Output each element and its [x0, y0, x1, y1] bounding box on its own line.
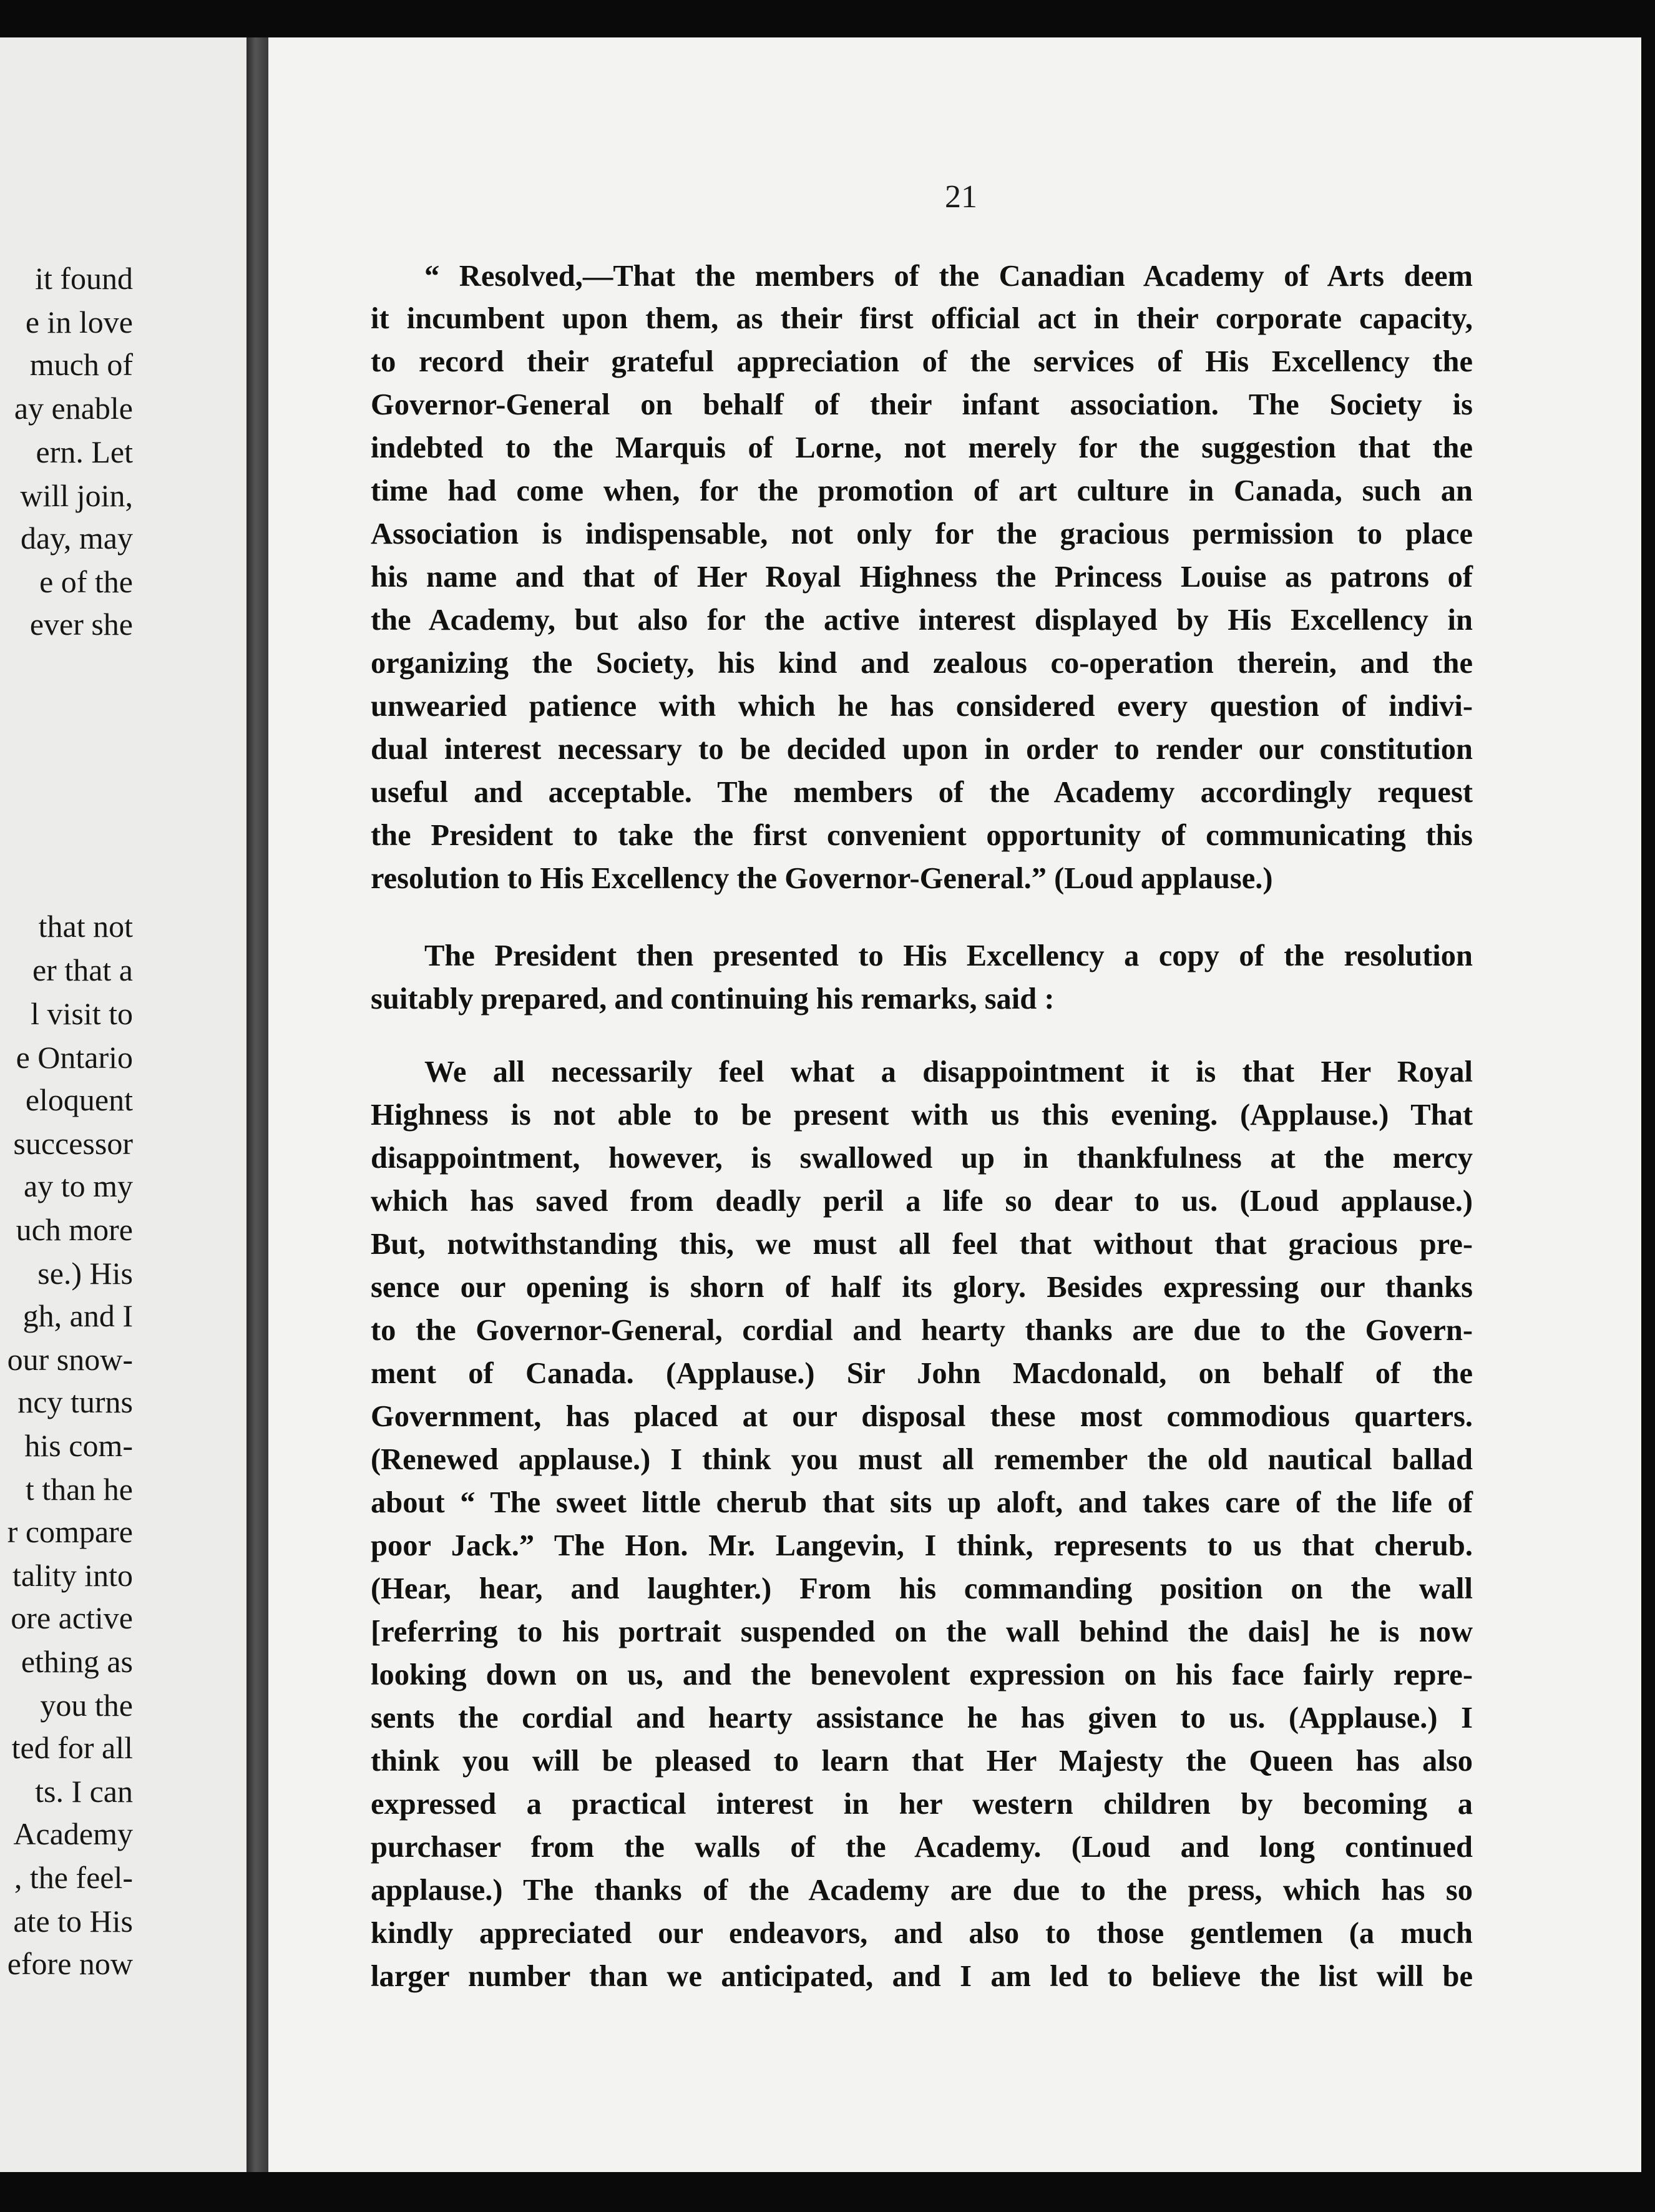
text-line: (Renewed applause.) I think you must all remember the old nautical ballad [371, 1443, 1473, 1476]
text-line: unwearied patience with which he has considered every question of indivi- [371, 690, 1473, 723]
text-line: sence our opening is shorn of half its glory. Besides expressing our thanks [371, 1271, 1473, 1304]
text-line: poor Jack.” The Hon. Mr. Langevin, I think, represents to us that cherub. [371, 1529, 1473, 1562]
left-page-line: eloquent [25, 1082, 133, 1117]
text-line: The President then presented to His Excellency a copy of the resolution [424, 939, 1473, 972]
text-line: suitably prepared, and continuing his remarks, said : [371, 982, 1055, 1015]
text-line: Governor-General on behalf of their infant association. The Society is [371, 388, 1473, 421]
page-21 [268, 37, 1641, 2172]
text-line: Government, has placed at our disposal these most commodious quarters. [371, 1400, 1473, 1433]
text-line: sents the cordial and hearty assistance he has given to us. (Applause.) I [371, 1701, 1473, 1735]
left-page-line: ore active [11, 1600, 133, 1635]
book-gutter [247, 37, 268, 2172]
previous-page-fragment [0, 37, 247, 2172]
text-line: think you will be pleased to learn that Her Majesty the Queen has also [371, 1745, 1473, 1778]
text-line: his name and that of Her Royal Highness the Princess Louise as patrons of [371, 560, 1473, 594]
left-page-line: tality into [12, 1558, 133, 1593]
text-line: applause.) The thanks of the Academy are due to the press, which has so [371, 1874, 1473, 1907]
left-page-line: er that a [32, 952, 133, 987]
left-page-line: e of the [39, 564, 133, 599]
left-page-line: uch more [16, 1212, 133, 1247]
text-line: (Hear, hear, and laughter.) From his commanding position on the wall [371, 1572, 1473, 1605]
text-line: “ Resolved,—That the members of the Canadian Academy of Arts deem [424, 260, 1473, 293]
text-line: organizing the Society, his kind and zealous co-operation therein, and the [371, 647, 1473, 680]
text-line: looking down on us, and the benevolent expression on his face fairly repre- [371, 1658, 1473, 1691]
left-page-line: you the [40, 1688, 133, 1723]
left-page-line: gh, and I [22, 1298, 133, 1333]
left-page-line: successor [13, 1126, 133, 1161]
left-page-line: ay to my [24, 1168, 133, 1203]
left-page-line: e Ontario [16, 1040, 133, 1075]
text-line: the Academy, but also for the active interest displayed by His Excellency in [371, 604, 1473, 637]
left-page-line: day, may [20, 521, 133, 555]
left-page-line: that not [38, 909, 133, 944]
left-page-line: it found [35, 261, 133, 296]
left-page-line: r compare [7, 1514, 133, 1549]
text-line: expressed a practical interest in her western children by becoming a [371, 1788, 1473, 1821]
left-page-line: se.) His [37, 1256, 133, 1291]
text-line: But, notwithstanding this, we must all feel that without that gracious pre- [371, 1228, 1473, 1261]
left-page-line: ever she [29, 607, 133, 642]
left-page-line: ate to His [13, 1904, 133, 1939]
text-line: to record their grateful appreciation of the services of His Excellency the [371, 345, 1473, 378]
left-page-line: ted for all [11, 1730, 133, 1765]
left-page-line: ts. I can [35, 1774, 133, 1809]
left-page-line: Academy [13, 1816, 133, 1851]
text-line: useful and acceptable. The members of the Academy accordingly request [371, 776, 1473, 809]
left-page-line: will join, [20, 478, 133, 513]
left-page-line: e in love [25, 305, 133, 340]
text-line: the President to take the first convenient opportunity of communicating this [371, 819, 1473, 852]
left-page-line: ern. Let [36, 434, 133, 469]
text-line: [referring to his portrait suspended on the wall behind the dais] he is now [371, 1615, 1473, 1648]
text-line: disappointment, however, is swallowed up in thankfulness at the mercy [371, 1142, 1473, 1175]
text-line: kindly appreciated our endeavors, and also to those gentlemen (a much [371, 1917, 1473, 1950]
text-line: dual interest necessary to be decided upon in order to render our constitution [371, 733, 1473, 766]
left-page-line: much of [29, 347, 133, 382]
text-line: ment of Canada. (Applause.) Sir John Macdonald, on behalf of the [371, 1357, 1473, 1390]
text-line: which has saved from deadly peril a life so dear to us. (Loud applause.) [371, 1185, 1473, 1218]
left-page-line: ncy turns [17, 1384, 133, 1419]
text-line: larger number than we anticipated, and I am led to believe the list will be [371, 1960, 1473, 1993]
left-page-line: t than he [25, 1472, 133, 1507]
text-line: about “ The sweet little cherub that sits up aloft, and takes care of the life of [371, 1486, 1473, 1519]
left-page-line: our snow- [7, 1342, 133, 1377]
left-page-line: his com- [24, 1428, 133, 1463]
text-line: to the Governor-General, cordial and hearty thanks are due to the Govern- [371, 1314, 1473, 1347]
text-line: it incumbent upon them, as their first official act in their corporate capacity, [371, 302, 1473, 335]
text-line: We all necessarily feel what a disappointment it is that Her Royal [424, 1055, 1473, 1089]
left-page-line: l visit to [31, 996, 133, 1031]
left-page-line: , the feel- [14, 1860, 133, 1895]
text-line: Highness is not able to be present with us this evening. (Applause.) That [371, 1099, 1473, 1132]
text-line: purchaser from the walls of the Academy. (Loud and long continued [371, 1831, 1473, 1864]
text-line: resolution to His Excellency the Governor-General.” (Loud applause.) [371, 862, 1273, 895]
text-line: indebted to the Marquis of Lorne, not merely for the suggestion that the [371, 431, 1473, 464]
text-line: Association is indispensable, not only for the gracious permission to place [371, 517, 1473, 551]
left-page-line: ay enable [14, 391, 133, 426]
left-page-line: ething as [21, 1644, 133, 1679]
text-line: time had come when, for the promotion of art culture in Canada, such an [371, 474, 1473, 507]
page-number: 21 [945, 179, 977, 215]
left-page-line: efore now [7, 1946, 133, 1981]
